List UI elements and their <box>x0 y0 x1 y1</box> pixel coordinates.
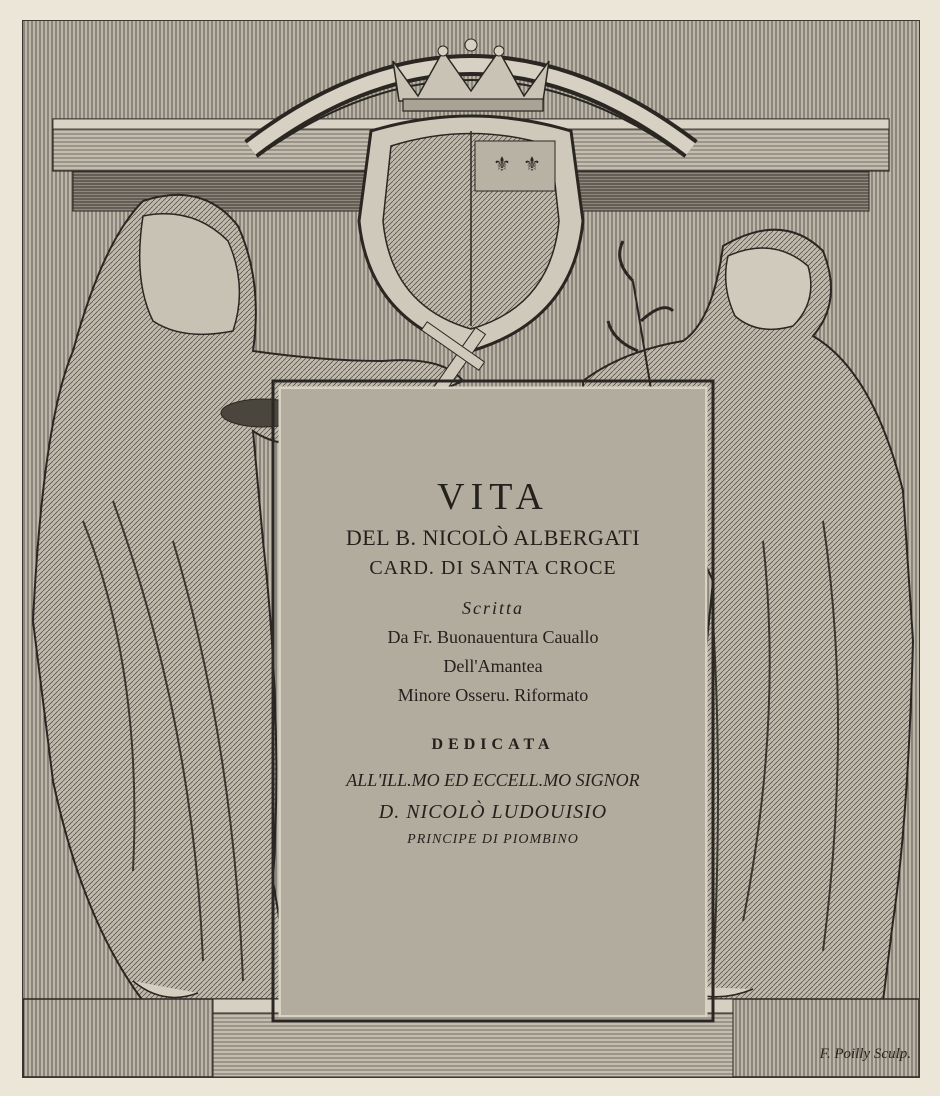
dedicatee-line-2: D. NICOLÒ LUDOUISIO <box>378 801 608 823</box>
svg-text:⚜: ⚜ <box>523 152 541 176</box>
title-subject: DEL B. NICOLÒ ALBERGATI <box>345 525 641 550</box>
svg-text:⚜: ⚜ <box>493 152 511 176</box>
title-vita: VITA <box>437 476 549 518</box>
scritta-label: Scritta <box>462 598 524 618</box>
engraving-plate <box>22 20 920 1078</box>
dedicata-label: DEDICATA <box>431 736 555 753</box>
author-line-1: Da Fr. Buonauentura Cauallo <box>387 627 599 647</box>
dedicatee-line-3: PRINCIPE DI PIOMBINO <box>407 832 579 847</box>
author-line-2: Dell'Amantea <box>443 656 543 676</box>
title-cardinal: CARD. DI SANTA CROCE <box>369 557 617 579</box>
engraver-signature: F. Poilly Sculp. <box>819 1046 911 1062</box>
dedicatee-line-1: ALL'ILL.MO ED ECCELL.MO SIGNOR <box>346 770 640 790</box>
title-inscription <box>281 477 705 848</box>
inscription-tablet <box>281 389 705 1015</box>
author-line-3: Minore Osseru. Riformato <box>397 685 589 705</box>
